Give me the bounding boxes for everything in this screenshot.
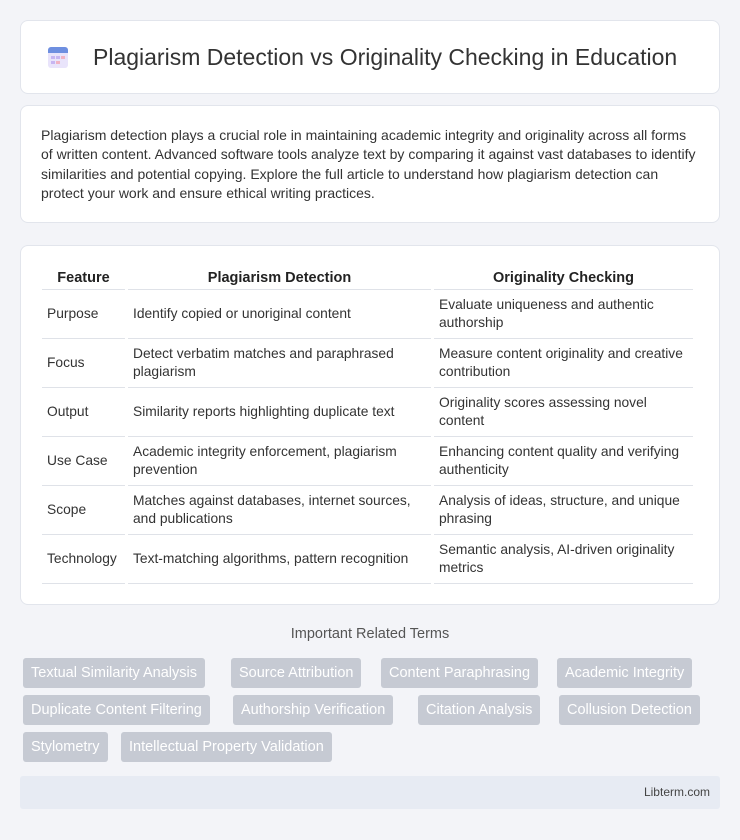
- table-row: [42, 388, 693, 437]
- row-plagiarism-detection: Detect verbatim matches and paraphrased plagiarism: [128, 339, 431, 388]
- tag-textual-similarity-analysis[interactable]: Textual Similarity Analysis: [23, 658, 205, 688]
- table-row: [42, 290, 693, 339]
- footer-site-link[interactable]: Libterm.com: [643, 785, 710, 799]
- tag-authorship-verification[interactable]: Authorship Verification: [233, 695, 393, 725]
- row-originality-checking: Evaluate uniqueness and authentic authorship: [434, 290, 693, 339]
- document-icon: [45, 44, 71, 70]
- tag-intellectual-property-validation[interactable]: Intellectual Property Validation: [121, 732, 332, 762]
- tag-source-attribution[interactable]: Source Attribution: [231, 658, 361, 688]
- tag-duplicate-content-filtering[interactable]: Duplicate Content Filtering: [23, 695, 210, 725]
- row-feature: Use Case: [42, 437, 125, 486]
- row-originality-checking: Originality scores assessing novel content: [434, 388, 693, 437]
- tag-academic-integrity[interactable]: Academic Integrity: [557, 658, 692, 688]
- tag-stylometry[interactable]: Stylometry: [23, 732, 108, 762]
- comparison-table: [39, 266, 696, 584]
- intro-card: [20, 105, 720, 223]
- intro-paragraph: Plagiarism detection plays a crucial role in maintaining academic integrity and originality across all forms of written content. Advanced software tools analyze text by comparing it against vast databases to identify similarities and potential copying. Explore the full article to understand how plagiarism detection can protect your work and ensure ethical writing practices.: [41, 127, 696, 201]
- tag-collusion-detection[interactable]: Collusion Detection: [559, 695, 700, 725]
- row-feature: Output: [42, 388, 125, 437]
- row-feature: Scope: [42, 486, 125, 535]
- row-plagiarism-detection: Text-matching algorithms, pattern recognition: [128, 535, 431, 584]
- row-originality-checking: Analysis of ideas, structure, and unique phrasing: [434, 486, 693, 535]
- page-title: Plagiarism Detection vs Originality Checking in Education: [93, 43, 678, 70]
- row-feature: Technology: [42, 535, 125, 584]
- tag-citation-analysis[interactable]: Citation Analysis: [418, 695, 540, 725]
- table-row: [42, 486, 693, 535]
- table-row: [42, 437, 693, 486]
- row-feature: Focus: [42, 339, 125, 388]
- related-terms-heading: Important Related Terms: [290, 626, 450, 642]
- header-feature: Feature: [42, 266, 125, 290]
- footer: [20, 776, 720, 809]
- row-plagiarism-detection: Matches against databases, internet sources, and publications: [128, 486, 431, 535]
- row-feature: Purpose: [42, 290, 125, 339]
- row-plagiarism-detection: Similarity reports highlighting duplicate text: [128, 388, 431, 437]
- tag-content-paraphrasing[interactable]: Content Paraphrasing: [381, 658, 538, 688]
- comparison-card: [20, 245, 720, 605]
- table-row: [42, 535, 693, 584]
- table-header-row: [42, 266, 693, 290]
- row-originality-checking: Measure content originality and creative contribution: [434, 339, 693, 388]
- table-row: [42, 339, 693, 388]
- row-originality-checking: Enhancing content quality and verifying authenticity: [434, 437, 693, 486]
- header-originality-checking: Originality Checking: [434, 266, 693, 290]
- title-card: [20, 20, 720, 94]
- header-plagiarism-detection: Plagiarism Detection: [128, 266, 431, 290]
- row-originality-checking: Semantic analysis, AI-driven originality metrics: [434, 535, 693, 584]
- row-plagiarism-detection: Academic integrity enforcement, plagiarism prevention: [128, 437, 431, 486]
- row-plagiarism-detection: Identify copied or unoriginal content: [128, 290, 431, 339]
